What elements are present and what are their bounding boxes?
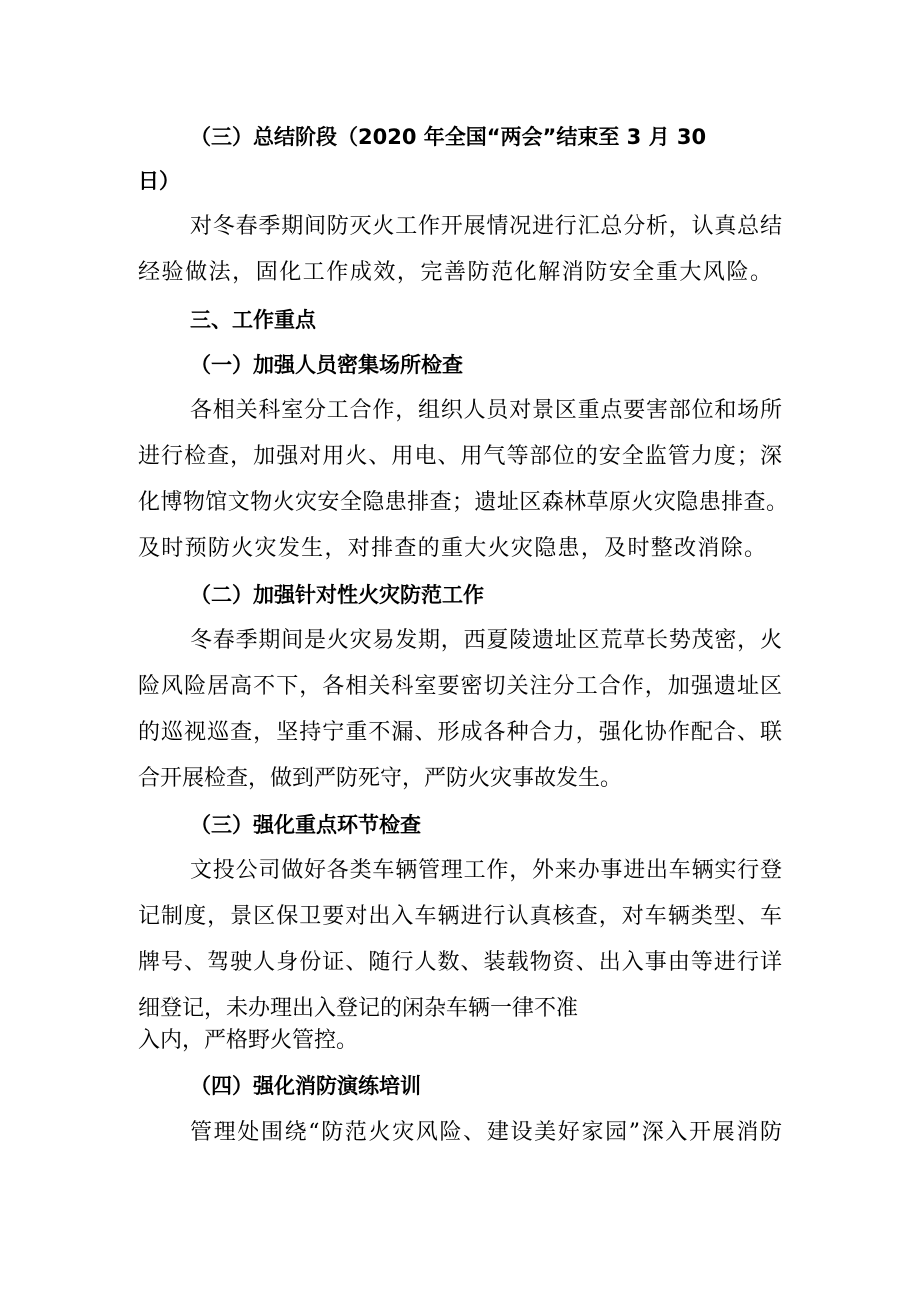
- paragraph-line: 化博物馆文物火灾安全隐患排查；遗址区森林草原火灾隐患排查。: [138, 490, 788, 515]
- paragraph-line: 进行检查，加强对用火、用电、用气等部位的安全监管力度；深: [138, 444, 782, 469]
- section-heading-summary-stage: （三）总结阶段（2020 年全国“两会”结束至 3 月 30: [190, 125, 707, 149]
- subsection-heading-fire-drills: （四）强化消防演练培训: [190, 1074, 421, 1098]
- section-heading-summary-stage-continued: 日）: [138, 169, 180, 193]
- subsection-heading-targeted-prevention: （二）加强针对性火灾防范工作: [190, 583, 484, 607]
- paragraph-line: 文投公司做好各类车辆管理工作，外来办事进出车辆实行登: [190, 858, 782, 883]
- paragraph-line: 细登记，未办理出入登记的闲杂车辆一律不准: [138, 996, 579, 1021]
- paragraph-line: 经验做法，固化工作成效，完善防范化解消防安全重大风险。: [138, 260, 772, 285]
- paragraph-line: 管理处围绕“防范火灾风险、建设美好家园”深入开展消防: [190, 1120, 782, 1145]
- paragraph-line: 险风险居高不下，各相关科室要密切关注分工合作，加强遗址区: [138, 674, 782, 699]
- section-heading-work-focus: 三、工作重点: [190, 308, 316, 332]
- paragraph-line: 记制度，景区保卫要对出入车辆进行认真核查，对车辆类型、车: [138, 904, 782, 929]
- paragraph-line: 合开展检查，做到严防死守，严防火灾事故发生。: [138, 766, 623, 791]
- subsection-heading-key-links: （三）强化重点环节检查: [190, 813, 421, 837]
- paragraph-line: 及时预防火灾发生，对排查的重大火灾隐患，及时整改消除。: [138, 536, 766, 561]
- paragraph-line: 各相关科室分工合作，组织人员对景区重点要害部位和场所: [190, 398, 782, 423]
- paragraph-line: 的巡视巡查，坚持宁重不漏、形成各种合力，强化协作配合、联: [138, 720, 782, 745]
- paragraph-line: 牌号、驾驶人身份证、随行人数、装载物资、出入事由等进行详: [138, 950, 782, 975]
- paragraph-line: 入内，严格野火管控。: [138, 1028, 359, 1053]
- subsection-heading-crowded-places: （一）加强人员密集场所检查: [190, 353, 463, 377]
- paragraph-line: 冬春季期间是火灾易发期，西夏陵遗址区荒草长势茂密，火: [190, 628, 782, 653]
- paragraph-line: 对冬春季期间防灭火工作开展情况进行汇总分析，认真总结: [190, 214, 782, 239]
